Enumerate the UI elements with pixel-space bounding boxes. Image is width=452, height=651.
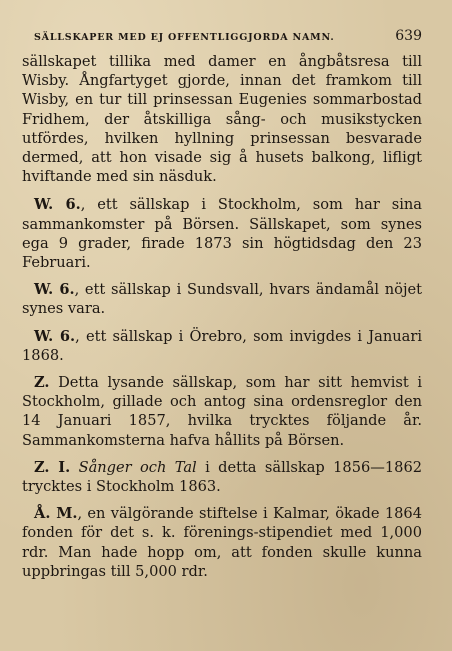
entry-w6-stockholm (22, 195, 422, 272)
page-header (34, 28, 422, 44)
entry-a-m (22, 504, 422, 581)
entry-title: Sånger och Tal (78, 458, 197, 476)
entry-head: Å. M. (34, 505, 78, 523)
entry-w6-sundsvall (22, 280, 422, 318)
entry-text: , ett sällskap i Sundsvall, hvars ändamål nöjet synes vara. (22, 281, 422, 318)
entry-text: i detta sällskap 1856—1862 trycktes i Stockholm 1863. (22, 458, 423, 496)
entry-head: W. 6. (34, 327, 76, 345)
entry-head: W. 6. (34, 281, 75, 299)
entry-w6-orebro (22, 327, 422, 365)
running-head: SÄLLSKAPER MED EJ OFFENTLIGGJORDA NAMN. (34, 32, 335, 43)
body-text (22, 52, 422, 581)
entry-text: , en välgörande stiftelse i Kalmar, ökade 1864 fonden för det s. k. förenings-stipendiet med 1,000 rdr. Man hade hopp om, att fonden skulle kunna uppbringas till 5,000 rdr. (22, 505, 422, 580)
entry-text: , ett sällskap i Stockholm, som har sina sammankomster på Börsen. Sällskapet, som synes ega 9 grader, firade 1873 sin högtidsdag den 23 Februari. (22, 196, 422, 272)
entry-text: , ett sällskap i Örebro, som invigdes i Januari 1868. (22, 327, 422, 364)
entry-z (22, 373, 422, 450)
entry-text: Detta lysande sällskap, som har sitt hemvist i Stockholm, gillade och antog sina ordensreglor den 14 Januari 1857, hvilka trycktes följande år. Sammankomsterna hafva hållits på Börsen. (22, 374, 422, 449)
entry-head: Z. (34, 374, 50, 392)
paragraph-continuation: sällskapet tillika med damer en ångbåtsresa till Wisby. Ångfartyget gjorde, innan det framkom till Wisby, en tur till prinsessan Eugenies sommarbostad Fridhem, der åtskilliga sång- och musikstycken utfördes, hvilken hyllning prinsessan besvarade dermed, att hon visade sig å husets balkong, lifligt hviftande med sin näsduk. (22, 53, 422, 186)
entry-head: Z. I. (34, 458, 71, 476)
entry-z-i (22, 458, 422, 496)
page-number: 639 (395, 28, 422, 44)
entry-head: W. 6. (34, 196, 81, 214)
